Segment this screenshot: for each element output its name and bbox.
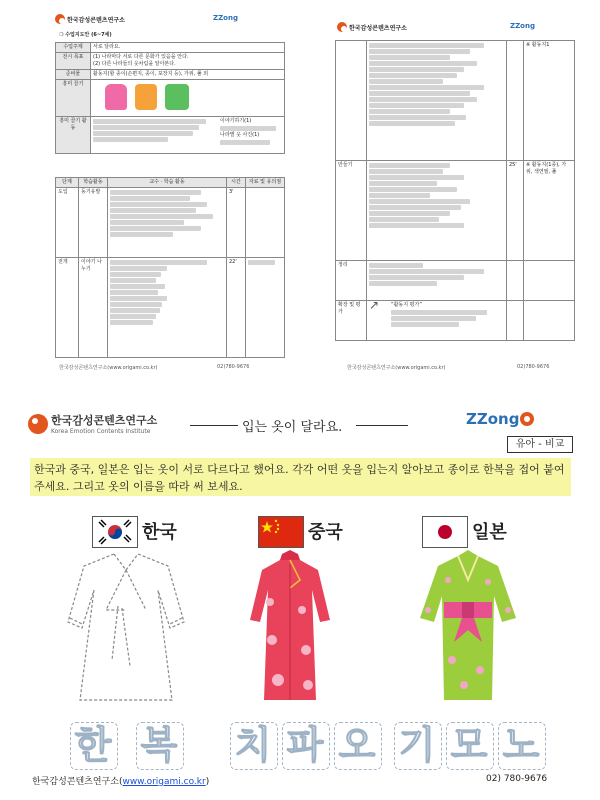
time-cell: 22' <box>227 258 246 358</box>
pink-character-icon <box>105 84 127 110</box>
trace-char: 기 <box>398 723 436 767</box>
org-logo <box>337 22 407 32</box>
note-cell: ※ 활동지1 <box>524 41 575 161</box>
col-header: 시간 <box>227 178 246 188</box>
trace-char: 모 <box>450 723 488 767</box>
flag-japan <box>422 516 468 548</box>
footer-link[interactable]: www.origami.co.kr <box>122 777 206 787</box>
row-label: 수업주제 <box>56 43 91 53</box>
lesson-plan-page-2 <box>335 12 580 372</box>
green-character-icon <box>165 84 189 110</box>
worksheet-footer-right: 02) 780-9676 <box>486 774 548 784</box>
kimono-illustration <box>418 550 518 714</box>
col-header: 단계 <box>56 178 79 188</box>
org-name: 한국감성콘텐츠연구소 <box>51 414 158 427</box>
orange-character-icon <box>135 84 157 110</box>
col-header: 학습활동 <box>79 178 108 188</box>
worksheet-title: 입는 옷이 달라요. <box>242 420 343 435</box>
stage-cell <box>336 41 367 161</box>
zzong-logo <box>466 410 534 428</box>
activity-table-continued <box>335 40 575 341</box>
zzong-brand: ZZong <box>510 22 535 30</box>
page-footer-right: 02)780-9676 <box>517 364 550 370</box>
country-label-japan: 일본 <box>472 522 507 543</box>
footer-org: 한국감성콘텐츠연구소( <box>32 777 123 787</box>
side-note: 이야기하기(1) <box>220 118 252 124</box>
flag-china <box>258 516 304 548</box>
title-rule-left <box>190 425 238 426</box>
zzong-badge-icon <box>520 412 534 426</box>
evaluation-label: “활동지 평가” <box>391 302 422 308</box>
activity-detail <box>367 161 507 261</box>
intro-text-cell <box>91 117 285 154</box>
lesson-overview-table <box>55 42 285 154</box>
zzong-logo <box>510 22 535 30</box>
activity-detail <box>367 261 507 301</box>
instruction-box <box>30 458 571 496</box>
trace-char: 한 <box>74 723 112 767</box>
org-logo <box>55 14 125 24</box>
org-name: 한국감성콘텐츠연구소 <box>67 16 125 24</box>
row-value: 활동지(할 종이(손편지, 종이, 포장지 등), 가위, 풀 외 <box>91 70 285 80</box>
activity-cell: 동기유발 <box>79 188 108 258</box>
title-rule-right <box>356 425 408 426</box>
stage-cell: 정리 <box>336 261 367 301</box>
trace-char: 파 <box>286 723 324 767</box>
worksheet-org-logo <box>28 412 157 435</box>
flag-korea <box>92 516 138 548</box>
col-header: 자료 및 유의점 <box>246 178 285 188</box>
row-label: 전시 목표 <box>56 53 91 70</box>
trace-char: 치 <box>234 723 272 767</box>
lesson-plan-page-1 <box>55 12 290 372</box>
stage-cell: 전개 <box>56 258 79 358</box>
org-logo-icon <box>28 414 48 434</box>
page-footer-right: 02)780-9676 <box>217 364 250 370</box>
activity-table <box>55 177 285 358</box>
row-value: (1) 나라마다 서로 다른 문화가 있음을 안다. (2) 다른 나라들의 옷차림을 알아본다. <box>91 53 285 70</box>
activity-detail <box>367 41 507 161</box>
hanbok-outline <box>66 548 186 712</box>
qipao-illustration <box>242 550 338 714</box>
stage-cell: 확장 및 평가 <box>336 301 367 341</box>
category-badge: 유아 - 비교 <box>507 436 573 453</box>
row-label: 흥미 끌기 활동 <box>56 117 91 154</box>
side-note: 나라별 옷 사진(1) <box>220 132 260 138</box>
character-illustration-cell <box>91 80 285 117</box>
org-name: 한국감성콘텐츠연구소 <box>349 24 407 32</box>
org-logo-icon <box>337 22 347 32</box>
worksheet-footer-left <box>32 774 209 787</box>
instruction-text: 한국과 중국, 일본은 입는 옷이 서로 다르다고 했어요. 각각 어떤 옷을 입는지 알아보고 종이로 한복을 접어 붙여주세요. 그리고 옷의 이름을 따라 써 보세요. <box>34 463 565 493</box>
row-label: 흥미 끌기 <box>56 80 91 117</box>
zzong-brand: ZZong <box>466 410 520 428</box>
page-footer-left: 한국감성콘텐츠연구소(www.origami.co.kr) <box>347 365 446 371</box>
footer-paren: ) <box>205 777 210 787</box>
note-cell: ※ 활동지(1종), 가위, 색연필, 풀 <box>524 161 575 261</box>
zzong-logo <box>213 14 238 22</box>
col-header: 교수 · 학습 활동 <box>108 178 227 188</box>
pencil-icon: ↗ <box>369 298 380 312</box>
activity-cell: 이야기 나누기 <box>79 258 108 358</box>
zzong-brand: ZZong <box>213 14 238 22</box>
row-value: 서로 달라요. <box>91 43 285 53</box>
time-cell: 25' <box>507 161 524 261</box>
section-title: ❍ 수업지도안 (6~7세) <box>59 32 112 38</box>
stage-cell: 만들기 <box>336 161 367 261</box>
row-label: 준비물 <box>56 70 91 80</box>
time-cell: 3' <box>227 188 246 258</box>
trace-char: 복 <box>140 723 178 767</box>
org-name-en: Korea Emotion Contents Institute <box>51 428 151 435</box>
activity-detail <box>108 258 227 358</box>
page-footer-left: 한국감성콘텐츠연구소(www.origami.co.kr) <box>59 365 158 371</box>
org-logo-icon <box>55 14 65 24</box>
country-label-korea: 한국 <box>142 522 177 543</box>
activity-detail <box>108 188 227 258</box>
trace-char: 오 <box>338 723 376 767</box>
country-label-china: 중국 <box>308 522 343 543</box>
stage-cell: 도입 <box>56 188 79 258</box>
trace-char: 노 <box>502 723 540 767</box>
evaluation-cell <box>367 298 507 341</box>
